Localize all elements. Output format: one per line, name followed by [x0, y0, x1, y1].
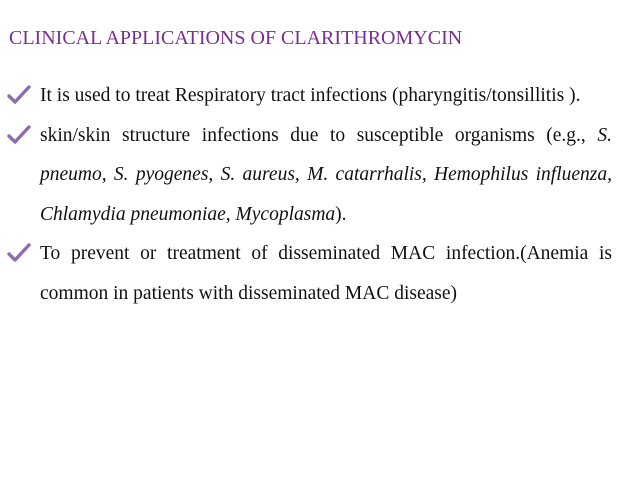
bullet-list: [0, 76, 638, 313]
bullet-item-mac: [0, 234, 638, 313]
check-icon: [7, 125, 31, 145]
organism-names: S. pneumo, S. pyogenes, S. aureus, M. catarrhalis, Hemophilus influenza, Chlamydia pneumoniae, Mycoplasma: [40, 124, 612, 225]
bullet-text: To prevent or treatment of disseminated MAC infection.(Anemia is common in patients with disseminated MAC disease): [40, 243, 612, 304]
bullet-text: skin/skin structure infections due to susceptible organisms (e.g.,: [40, 124, 598, 146]
bullet-text-end: ).: [335, 203, 347, 225]
bullet-item-respiratory: [0, 76, 638, 116]
bullet-item-skin: [0, 116, 638, 235]
check-icon: [7, 85, 31, 105]
bullet-text: It is used to treat Respiratory tract infections (pharyngitis/tonsillitis ).: [40, 85, 581, 106]
check-icon: [7, 243, 31, 263]
slide-title: CLINICAL APPLICATIONS OF CLARITHROMYCIN: [9, 27, 463, 49]
